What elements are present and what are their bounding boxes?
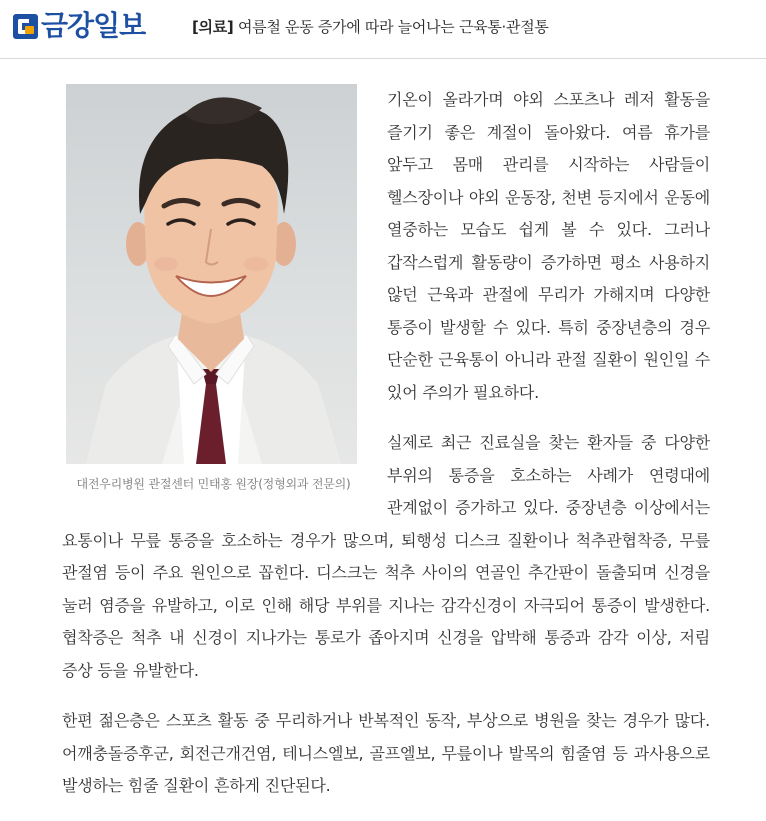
logo-text: 금강일보 (41, 9, 146, 42)
article-paragraph-2: 실제로 최근 진료실을 찾는 환자들 중 다양한 부위의 통증을 호소하는 사례가 연령대에 관계없이 증가하고 있다. 중장년층 이상에서는 요통이나 무릎 통증을 호소하는 경우가 많으며, 퇴행성 디스크 질환이나 척추관협착증, 무릎 관절염 등이 주요 원인으로 꼽힌다. 디스크는 척추 사이의 연골인 추간판이 돌출되며 신경을 눌러 염증을 유발하고, 이로 인해 해당 부위를 지나는 감각신경이 자극되어 통증이 발생한다. 협착증은 척추 내 신경이 지나가는 통로가 좁아지며 신경을 압박해 통증과 감각 이상, 저림 증상 등을 유발한다. (62, 433, 710, 680)
article-paragraph-3: 한편 젊은층은 스포츠 활동 중 무리하거나 반복적인 동작, 부상으로 병원을 찾는 경우가 많다. 어깨충돌증후군, 회전근개건염, 테니스엘보, 골프엘보, 무릎이나 발목의 힘줄염 등 과사용으로 발생하는 힘줄 질환이 흔하게 진단된다. (62, 711, 710, 795)
article-figure (62, 84, 365, 492)
article-paragraph-1: 기온이 올라가며 야외 스포츠나 레저 활동을 즐기기 좋은 계절이 돌아왔다. 여름 휴가를 앞두고 몸매 관리를 시작하는 사람들이 헬스장이나 야외 운동장, 천변 등지에서 운동에 열중하는 모습도 쉽게 볼 수 있다. 그러나 갑작스럽게 활동량이 증가하면 평소 사용하지 않던 근육과 관절에 무리가 가해지며 다양한 통증이 발생할 수 있다. 특히 중장년층의 경우 단순한 근육통이 아니라 관절 질환이 원인일 수 있어 주의가 필요하다. (387, 90, 710, 402)
article-body (62, 84, 710, 821)
site-header (0, 0, 766, 59)
site-logo[interactable] (13, 9, 145, 43)
article-headline (192, 16, 549, 37)
headline-category-tag: [의료] (192, 18, 234, 36)
doctor-portrait-illustration (66, 84, 357, 464)
headline-text: 여름철 운동 증가에 따라 늘어나는 근육통·관절통 (237, 18, 549, 36)
logo-g-icon (13, 14, 38, 39)
doctor-portrait-photo (66, 84, 357, 464)
photo-caption: 대전우리병원 관절센터 민태홍 원장(정형외과 전문의) (76, 477, 351, 491)
